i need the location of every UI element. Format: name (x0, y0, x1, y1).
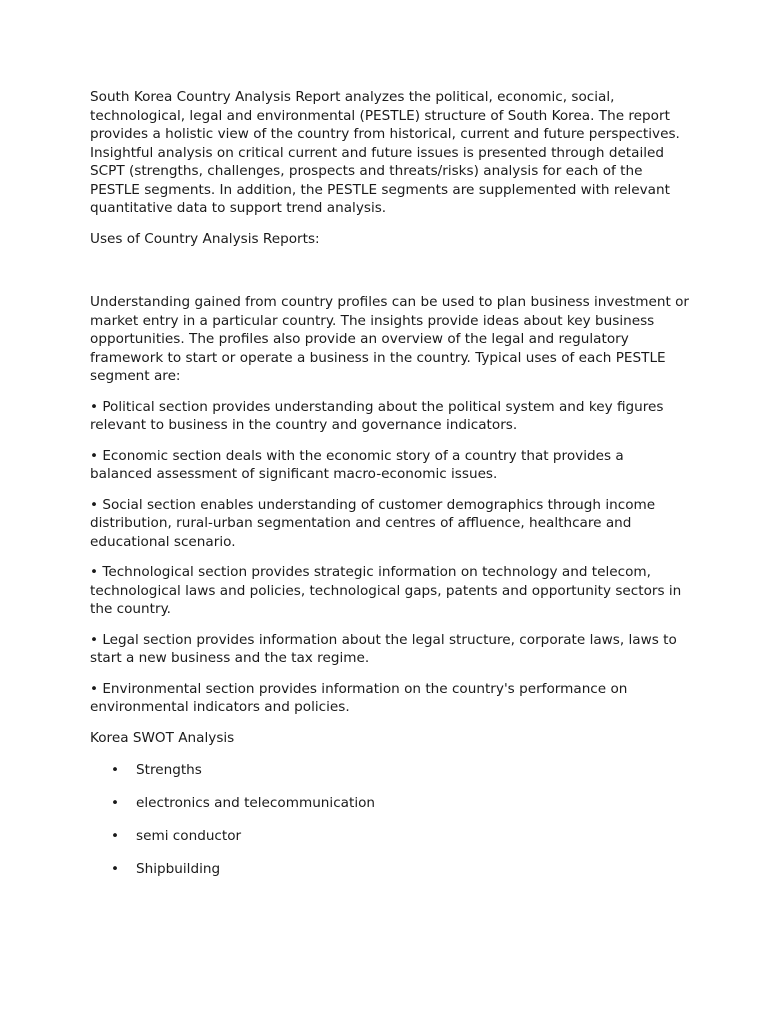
uses-heading: Uses of Country Analysis Reports: (90, 230, 320, 247)
bullet-icon: • (111, 861, 120, 877)
list-item-text: Strengths (136, 762, 202, 778)
list-item-text: electronics and telecommunication (136, 795, 376, 811)
document-body (90, 88, 690, 893)
list-item-text: semi conductor (136, 828, 242, 844)
economic-paragraph: • Economic section deals with the economic story of a country that provides a balanced assessment of significant macro-economic issues. (90, 447, 624, 482)
list-item (90, 827, 690, 846)
social-paragraph: • Social section enables understanding of customer demographics through income distribution, rural-urban segmentation and centres of affluence, healthcare and educational scenario. (90, 496, 656, 550)
bullet-icon: • (111, 795, 120, 811)
swot-list (90, 761, 690, 879)
list-item (90, 860, 690, 879)
bullet-icon: • (111, 762, 120, 778)
political-paragraph: • Political section provides understanding about the political system and key figures relevant to business in the country and governance indicators. (90, 398, 664, 433)
list-item-text: Shipbuilding (136, 861, 221, 877)
legal-paragraph: • Legal section provides information about the legal structure, corporate laws, laws to start a new business and the tax regime. (90, 631, 677, 666)
understanding-paragraph: Understanding gained from country profiles can be used to plan business investment or market entry in a particular country. The insights provide ideas about key business opportunities. The profiles also provide an overview of the legal and regulatory framework to start or operate a business in the country. Typical uses of each PESTLE segment are: (90, 294, 690, 384)
technological-paragraph: • Technological section provides strategic information on technology and telecom, technological laws and policies, technological gaps, patents and opportunity sectors in the country. (90, 564, 682, 617)
swot-heading: Korea SWOT Analysis (90, 729, 235, 746)
list-item (90, 761, 690, 780)
bullet-icon: • (111, 828, 120, 844)
intro-paragraph: South Korea Country Analysis Report analyzes the political, economic, social, technological, legal and environmental (PESTLE) structure of South Korea. The report provides a holistic view of the country from historical, current and future perspectives. Insightful analysis on critical current and future issues is presented through detailed SCPT (strengths, challenges, prospects and threats/risks) analysis for each of the PESTLE segments. In addition, the PESTLE segments are supplemented with relevant quantitative data to support trend analysis. (90, 89, 680, 216)
list-item (90, 794, 690, 813)
environmental-paragraph: • Environmental section provides information on the country's performance on environmental indicators and policies. (90, 680, 628, 715)
